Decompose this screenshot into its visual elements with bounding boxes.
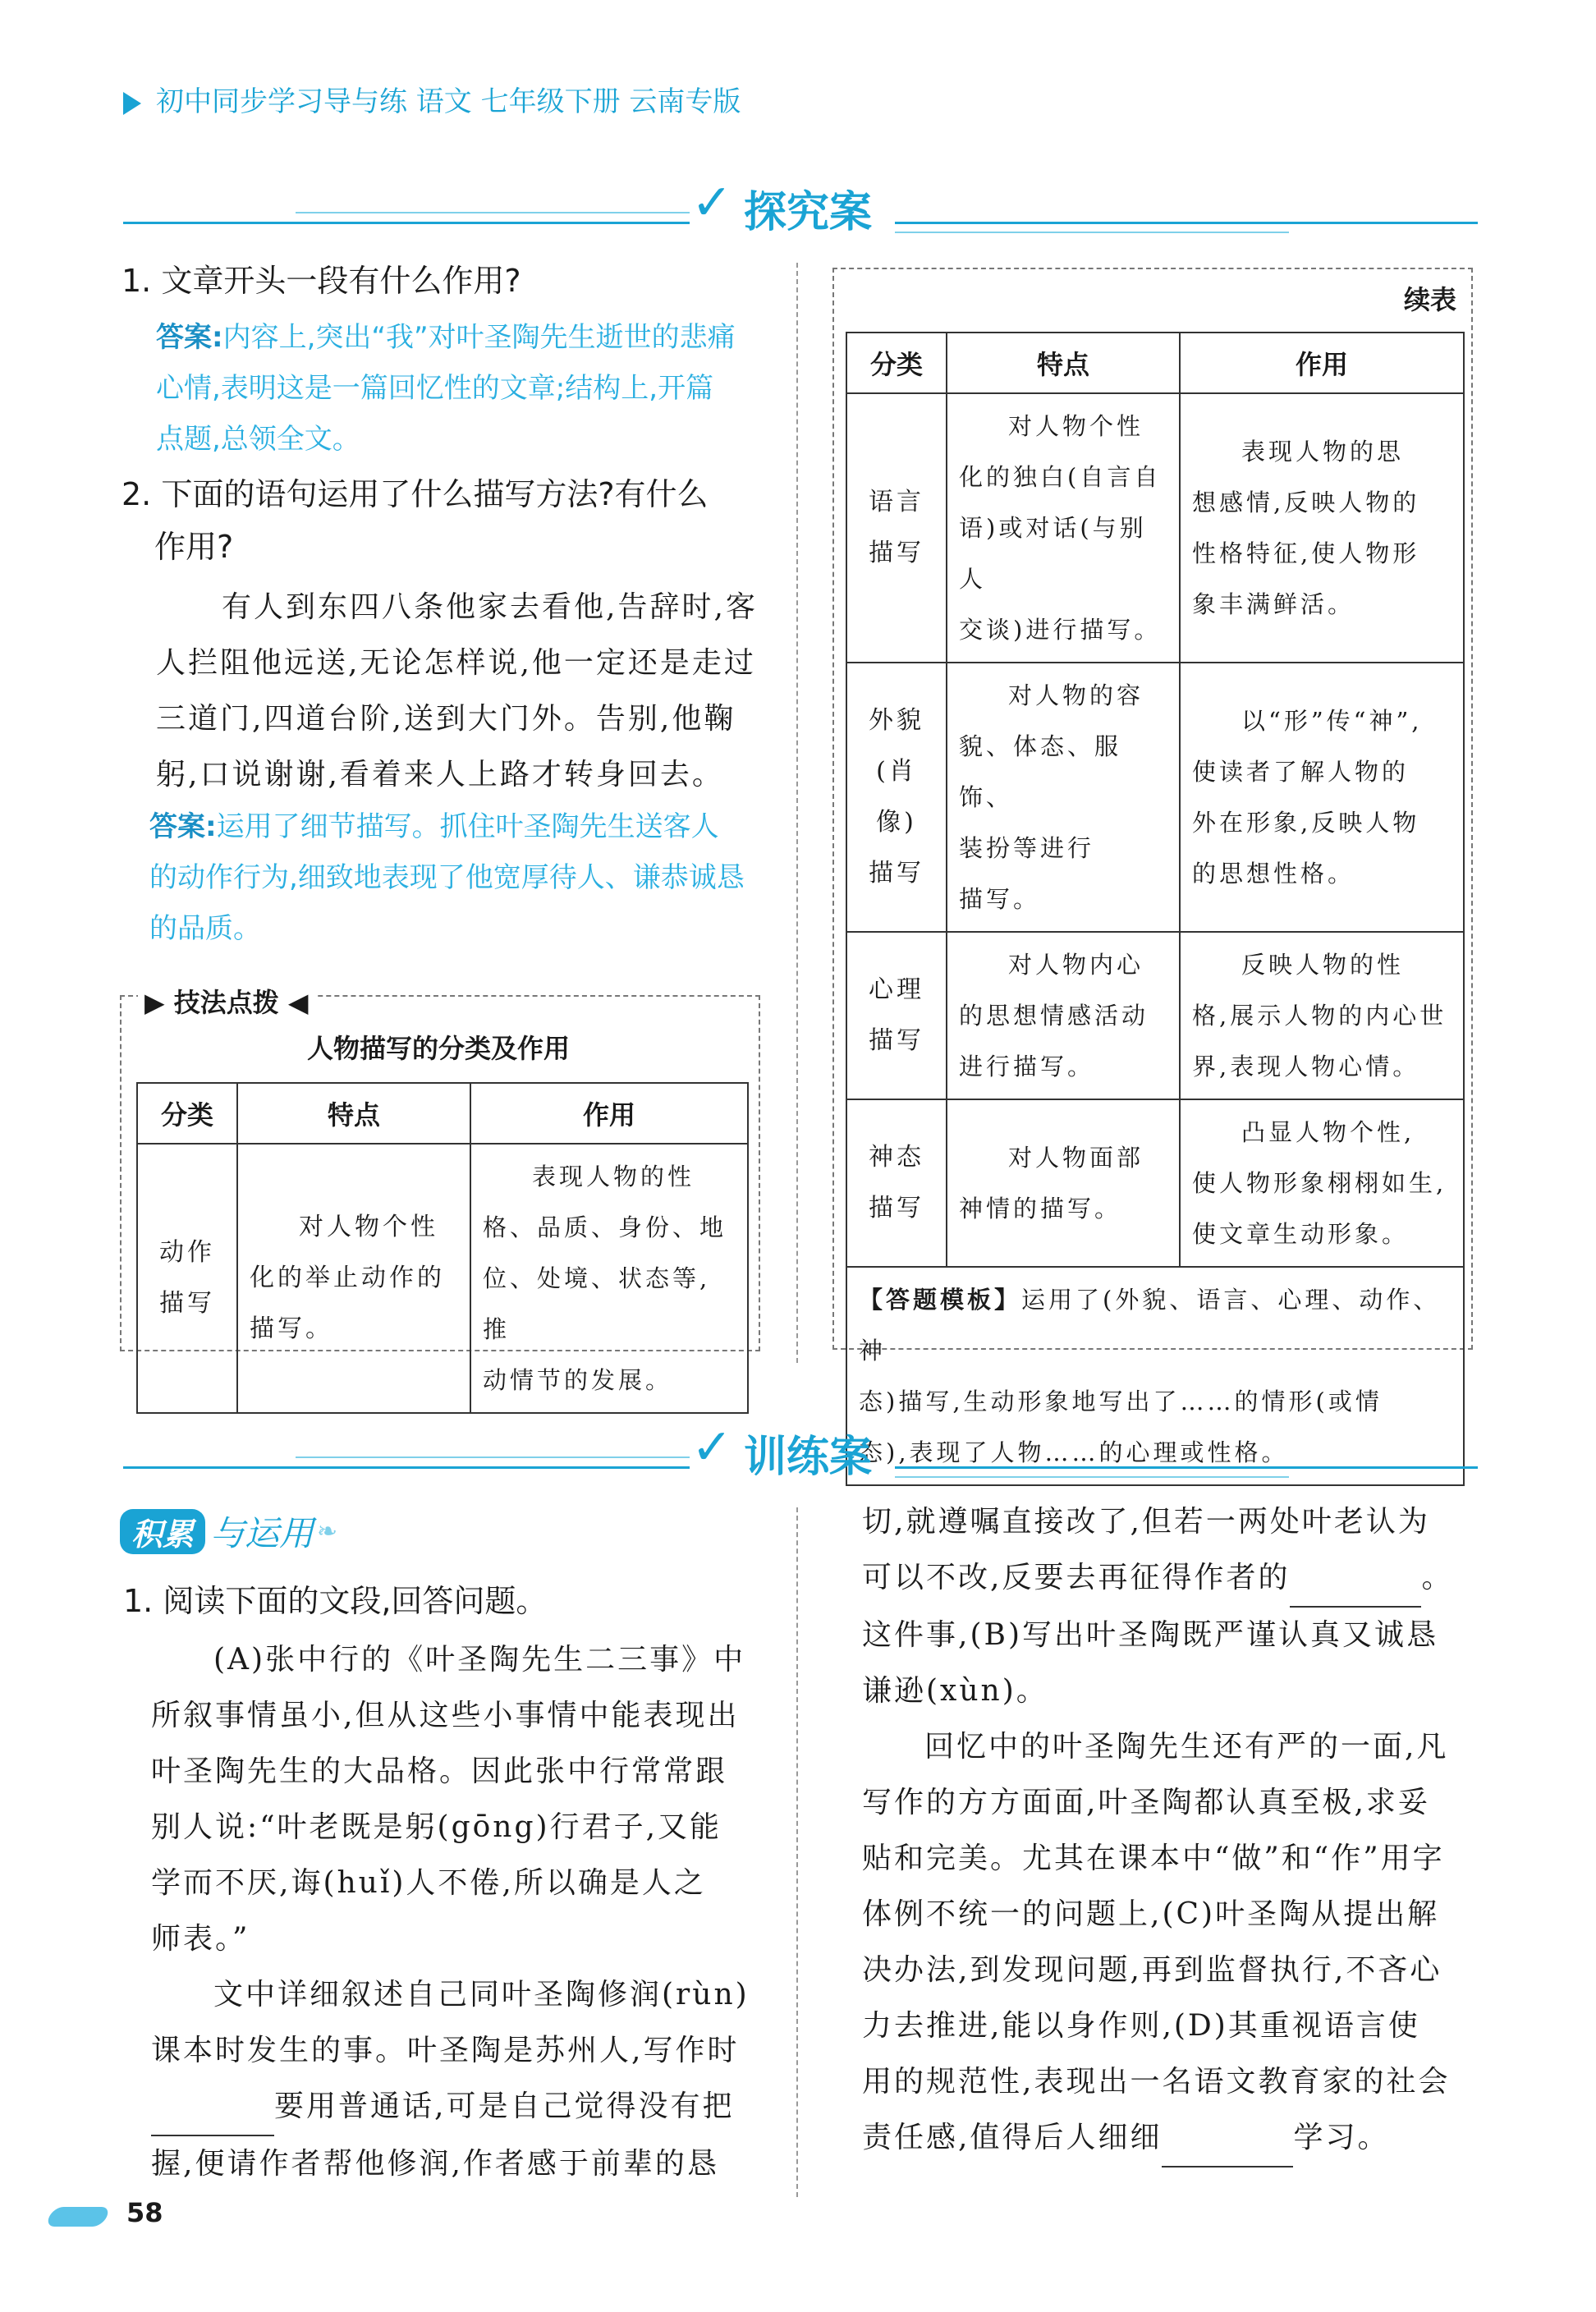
checkmark-icon: ✓ xyxy=(691,1419,733,1476)
answer-label: 答案: xyxy=(149,810,217,843)
table-cell-feature xyxy=(947,1099,1180,1267)
cell-line: 描写 xyxy=(869,1194,924,1223)
passage-line: 别人说:“叶老既是躬(gōng)行君子,又能 xyxy=(151,1810,722,1844)
cell-line: 凸显人物个性, xyxy=(1241,1118,1415,1146)
passage-line: 决办法,到发现问题,再到监督执行,不吝心 xyxy=(862,1953,1442,1987)
passage-line: 体例不统一的问题上,(C)叶圣陶从提出解 xyxy=(862,1897,1440,1931)
cell-line: 语言 xyxy=(869,488,924,516)
question-2-line: 2. 下面的语句运用了什么描写方法?有什么 xyxy=(122,476,709,512)
cell-line: 使读者了解人物的 xyxy=(1192,758,1410,786)
passage-line: 贴和完美。尤其在课本中“做”和“作”用字 xyxy=(862,1842,1445,1875)
cell-line: 对人物个性 xyxy=(299,1213,438,1241)
cell-line: 外貌 xyxy=(869,706,924,735)
practice-passage-left xyxy=(151,1632,775,2192)
cell-line: 使文章生动形象。 xyxy=(1192,1220,1410,1248)
book-header xyxy=(123,79,741,119)
table-header: 分类 xyxy=(137,1083,237,1144)
cell-line: 对人物内心 xyxy=(1008,951,1144,979)
page-tab-shape xyxy=(44,2207,111,2227)
practice-passage-right xyxy=(862,1494,1486,2168)
table-cell-feature xyxy=(947,932,1180,1099)
cell-line: 动情节的发展。 xyxy=(483,1366,673,1394)
template-label: 【答题模板】 xyxy=(859,1286,1022,1314)
passage-line: 力去推进,能以身作则,(D)其重视语言使 xyxy=(862,2009,1420,2043)
answer-2 xyxy=(149,801,782,954)
cell-line: 对人物面部 xyxy=(1008,1144,1144,1172)
fill-blank-1[interactable] xyxy=(151,2079,274,2136)
cell-line: 装扮等进行 xyxy=(959,834,1095,862)
table-cell-effect xyxy=(470,1144,748,1413)
cell-line: 神态 xyxy=(869,1143,924,1172)
passage-line: 有人到东四八条他家去看他,告辞时,客 xyxy=(222,590,758,624)
section2-title: 训练案 xyxy=(744,1433,873,1482)
table-cell-category xyxy=(846,932,947,1099)
section1-line-right-thin xyxy=(895,232,1289,233)
cell-line: 对人物的容 xyxy=(1008,681,1144,709)
cell-line: 表现人物的性 xyxy=(532,1163,695,1190)
cell-line: 心理 xyxy=(869,975,924,1004)
answer-1-line: 内容上,突出“我”对叶圣陶先生逝世的悲痛 xyxy=(222,321,736,354)
tips-table-title: 人物描写的分类及作用 xyxy=(306,1033,570,1064)
passage-line: 人拦阻他远送,无论怎样说,他一定还是走过 xyxy=(156,646,756,680)
cell-line: 界,表现人物心情。 xyxy=(1192,1053,1420,1080)
table-cell-feature xyxy=(947,663,1180,932)
cell-line: 外在形象,反映人物 xyxy=(1192,809,1420,837)
arrow-left-icon: ◀ xyxy=(287,987,309,1018)
question-1: 1. 文章开头一段有什么作用? xyxy=(122,263,521,299)
cell-line: 使人物形象栩栩如生, xyxy=(1192,1169,1447,1197)
passage-line: 课本时发生的事。叶圣陶是苏州人,写作时 xyxy=(151,2034,740,2067)
cell-line: 的思想情感活动 xyxy=(959,1002,1149,1030)
cell-line: 化的独白(自言自 xyxy=(959,463,1162,491)
tips-table xyxy=(136,1082,749,1414)
header-text: 初中同步学习导与练 语文 七年级下册 云南专版 xyxy=(156,85,741,118)
table-header: 分类 xyxy=(846,333,947,393)
section1-line-left-thin xyxy=(296,212,690,213)
template-line: 态),表现了人物……的心理或性格。 xyxy=(859,1438,1289,1466)
column-divider-bottom xyxy=(796,1507,798,2197)
cell-line: 描写 xyxy=(869,1026,924,1055)
answer-1 xyxy=(156,312,780,465)
fill-blank-2[interactable] xyxy=(1290,1550,1421,1608)
passage-line: 写作的方方面面,叶圣陶都认真至极,求妥 xyxy=(862,1786,1430,1819)
column-divider xyxy=(796,263,798,1363)
practice-question-1: 1. 阅读下面的文段,回答问题。 xyxy=(123,1583,548,1619)
page-number: 58 xyxy=(126,2197,163,2228)
cell-line: 动作 xyxy=(159,1238,215,1267)
passage-line: 学而不厌,诲(huǐ)人不倦,所以确是人之 xyxy=(151,1866,706,1900)
passage-line: 握,便请作者帮他修润,作者感于前辈的恳 xyxy=(151,2147,719,2181)
table-cell-category xyxy=(137,1144,237,1413)
cell-line: 描写。 xyxy=(250,1314,333,1343)
badge-text-a: 积累 xyxy=(120,1509,205,1554)
cell-line: 的思想性格。 xyxy=(1192,860,1355,888)
table-header: 作用 xyxy=(470,1083,748,1144)
passage-line: 谦逊(xùn)。 xyxy=(862,1674,1048,1708)
cell-line: 性格特征,使人物形 xyxy=(1192,539,1420,567)
cell-line: 描写 xyxy=(869,539,924,567)
cell-line: 化的举止动作的 xyxy=(250,1264,445,1292)
table-header: 特点 xyxy=(947,333,1180,393)
section1-line-left xyxy=(123,222,690,224)
passage-line: 用的规范性,表现出一名语文教育家的社会 xyxy=(862,2065,1451,2099)
leaf-icon: ❧ xyxy=(317,1516,338,1546)
cell-line: 位、处境、状态等,推 xyxy=(483,1264,711,1343)
table-cell-effect xyxy=(1180,393,1464,663)
answer-2-line: 的动作行为,细致地表现了他宽厚待人、谦恭诚恳 xyxy=(149,861,745,894)
tips-label xyxy=(138,982,315,1020)
passage-line: 这件事,(B)写出叶圣陶既严谨认真又诚恳 xyxy=(862,1618,1438,1652)
cell-line: 貌、体态、服饰、 xyxy=(959,732,1122,811)
passage-line: 师表。” xyxy=(151,1922,250,1956)
cell-line: 格,展示人物的内心世 xyxy=(1192,1002,1447,1030)
table-cell-category xyxy=(846,1099,947,1267)
play-triangle-icon xyxy=(123,92,141,115)
template-line: 态)描写,生动形象地写出了……的情形(或情 xyxy=(859,1388,1383,1415)
table-cell-effect xyxy=(1180,932,1464,1099)
cell-line: 描写 xyxy=(159,1289,215,1318)
cell-line: 语)或对话(与别人 xyxy=(959,514,1147,593)
answer-1-line: 心情,表明这是一篇回忆性的文章;结构上,开篇 xyxy=(156,372,714,405)
section2-line-left xyxy=(123,1466,690,1469)
passage-line: 三道门,四道台阶,送到大门外。告别,他鞠 xyxy=(156,702,736,736)
passage-line: 所叙事情虽小,但从这些小事情中能表现出 xyxy=(151,1699,740,1732)
cell-line: 象丰满鲜活。 xyxy=(1192,590,1355,618)
section1-line-right xyxy=(895,222,1478,224)
cell-line: 神情的描写。 xyxy=(959,1195,1122,1223)
table-cell-effect xyxy=(1180,1099,1464,1267)
fill-blank-3[interactable] xyxy=(1162,2110,1293,2168)
cell-line: 交谈)进行描写。 xyxy=(959,616,1162,644)
answer-1-line: 点题,总领全文。 xyxy=(156,423,360,456)
passage-line: (A)张中行的《叶圣陶先生二三事》中 xyxy=(213,1643,746,1677)
passage-line: 切,就遵嘱直接改了,但若一两处叶老认为 xyxy=(862,1505,1430,1539)
section1-title: 探究案 xyxy=(744,188,873,237)
tips-label-text: 技法点拨 xyxy=(173,987,279,1018)
table-header: 特点 xyxy=(237,1083,470,1144)
question-2 xyxy=(122,468,709,573)
badge-text-b: 与运用 xyxy=(210,1513,314,1553)
answer-2-line: 运用了细节描写。抓住叶圣陶先生送客人 xyxy=(216,810,719,843)
passage-line: 责任感,值得后人细细 xyxy=(862,2121,1163,2154)
checkmark-icon: ✓ xyxy=(691,174,733,232)
question-2-line: 作用? xyxy=(154,529,234,565)
section2-line-right xyxy=(895,1466,1478,1469)
continued-table xyxy=(846,332,1465,1486)
arrow-right-icon: ▶ xyxy=(144,987,165,1018)
table-cell-feature xyxy=(947,393,1180,663)
cell-line: 反映人物的性 xyxy=(1241,951,1405,979)
passage-line: 叶圣陶先生的大品格。因此张中行常常跟 xyxy=(151,1755,728,1788)
cell-line: 格、品质、身份、地 xyxy=(483,1213,727,1241)
table-cell-category xyxy=(846,663,947,932)
passage-line: 回忆中的叶圣陶先生还有严的一面,凡 xyxy=(924,1730,1449,1764)
section2-line-left-thin xyxy=(296,1456,690,1458)
section2-line-right-thin xyxy=(895,1476,1289,1478)
practice-badge xyxy=(120,1507,337,1555)
cell-line: 对人物个性 xyxy=(1008,412,1144,440)
cell-line: 进行描写。 xyxy=(959,1053,1095,1080)
passage-line: 要用普通话,可是自己觉得没有把 xyxy=(274,2090,735,2123)
table-cell-effect xyxy=(1180,663,1464,932)
cell-line: 描写 xyxy=(869,859,924,888)
passage-2 xyxy=(156,580,780,803)
answer-label: 答案: xyxy=(156,321,223,354)
cell-line: 以“形”传“神”, xyxy=(1241,707,1423,735)
cell-line: 想感情,反映人物的 xyxy=(1192,489,1420,516)
template-line: 运用了(外貌、语言、心理、动作、神 xyxy=(859,1286,1441,1365)
passage-line: 学习。 xyxy=(1293,2121,1390,2154)
answer-2-line: 的品质。 xyxy=(149,912,261,945)
passage-line: 文中详细叙述自己同叶圣陶修润(rùn) xyxy=(213,1978,750,2012)
cell-line: 表现人物的思 xyxy=(1241,438,1405,466)
table-cell-category xyxy=(846,393,947,663)
continued-label: 续表 xyxy=(1404,284,1457,315)
cell-line: (肖像) xyxy=(876,757,917,837)
table-header: 作用 xyxy=(1180,333,1464,393)
passage-line: 躬,口说谢谢,看着来人上路才转身回去。 xyxy=(156,758,724,791)
passage-line: 可以不改,反要去再征得作者的 xyxy=(862,1561,1291,1594)
answer-template-cell xyxy=(846,1267,1464,1485)
period: 。 xyxy=(1421,1561,1454,1594)
cell-line: 描写。 xyxy=(959,885,1041,913)
table-cell-feature xyxy=(237,1144,470,1413)
